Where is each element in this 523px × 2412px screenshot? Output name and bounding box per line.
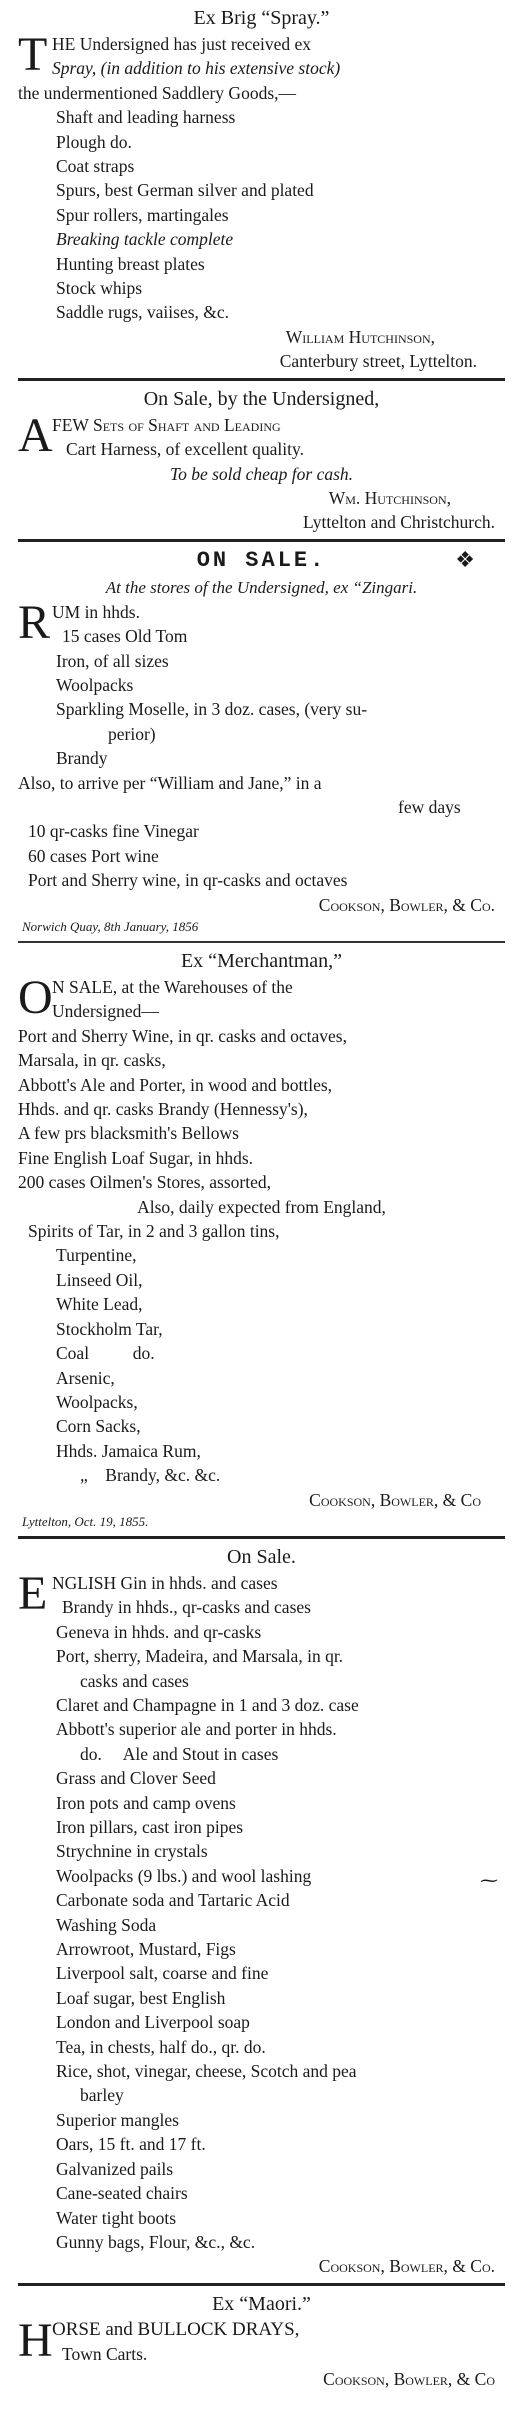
list-item: 60 cases Port wine	[28, 845, 159, 866]
lead-line: N SALE, at the Warehouses of the	[52, 977, 293, 997]
column-divider	[18, 378, 505, 381]
list-item: Woolpacks	[56, 674, 134, 695]
list-item: Spurs, best German silver and plated	[56, 180, 314, 201]
list-item: Rice, shot, vinegar, cheese, Scotch and pea	[56, 2061, 357, 2082]
list-item: Plough do.	[56, 131, 132, 152]
lead-line: Undersigned—	[52, 1001, 159, 1022]
list-item: Turpentine,	[56, 1245, 137, 1266]
list-item: „ Brandy, &c. &c.	[80, 1465, 221, 1486]
ink-smudge-icon: ⁓	[480, 1870, 498, 1890]
list-item: Port, sherry, Madeira, and Marsala, in qr.	[56, 1646, 344, 1667]
sale-note: To be sold cheap for cash.	[169, 463, 354, 484]
lead-line: Cart Harness, of excellent quality.	[66, 439, 304, 460]
signature-address: Canterbury street, Lyttelton.	[279, 351, 477, 372]
list-item: Abbott's superior ale and porter in hhds.	[56, 1719, 337, 1740]
signature-address: Lyttelton and Christchurch.	[303, 512, 495, 533]
drop-cap: O	[18, 971, 53, 1024]
list-item: Hhds. and qr. casks Brandy (Hennessy's),	[18, 1099, 308, 1120]
list-item: Abbott's Ale and Porter, in wood and bottles,	[18, 1074, 333, 1095]
drop-cap: E	[18, 1566, 48, 1620]
drop-cap: A	[18, 408, 53, 462]
list-item: Loaf sugar, best English	[56, 1987, 226, 2008]
list-item: Woolpacks,	[56, 1391, 138, 1412]
ad-subheading: At the stores of the Undersigned, ex “Zingari.	[105, 577, 418, 597]
list-item: Gunny bags, Flour, &c., &c.	[56, 2231, 256, 2252]
signature: William Hutchinson,	[285, 326, 435, 347]
ad-heading: Ex Brig “Spray.”	[193, 7, 330, 29]
column-divider	[18, 539, 505, 542]
list-item: Port and Sherry wine, in qr-casks and octaves	[28, 870, 348, 891]
list-item: Iron, of all sizes	[56, 650, 169, 671]
ad-lead-paragraph	[18, 408, 505, 462]
ad-spray	[18, 4, 505, 374]
list-item: Coal do.	[56, 1343, 155, 1364]
list-item: Sparkling Moselle, in 3 doz. cases, (very su-	[56, 699, 368, 720]
list-item: Shaft and leading harness	[56, 107, 236, 128]
list-item: Cane-seated chairs	[56, 2183, 188, 2204]
list-item: Tea, in chests, half do., qr. do.	[56, 2036, 266, 2057]
list-item: Spur rollers, martingales	[56, 204, 229, 225]
list-item: Washing Soda	[56, 1914, 157, 1935]
ad-lead-paragraph	[18, 971, 505, 1024]
drop-cap: T	[18, 28, 48, 81]
list-item: Saddle rugs, vaiises, &c.	[56, 302, 230, 323]
drop-cap: R	[18, 595, 51, 649]
list-item: Arsenic,	[56, 1367, 115, 1388]
ad-date: Lyttelton, Oct. 19, 1855.	[22, 1513, 149, 1529]
list-item: Port and Sherry Wine, in qr. casks and octaves,	[18, 1025, 347, 1046]
ad-heading: Ex “Merchantman,”	[180, 950, 343, 972]
signature: Cookson, Bowler, & Co.	[318, 894, 495, 915]
list-item: Breaking tackle complete	[56, 229, 234, 250]
signature: Wm. Hutchinson,	[328, 487, 451, 508]
list-item: Iron pots and camp ovens	[56, 1792, 236, 1813]
list-item: Iron pillars, cast iron pipes	[56, 1817, 244, 1837]
list-item: Oars, 15 ft. and 17 ft.	[56, 2134, 206, 2155]
list-item: casks and cases	[80, 1670, 189, 1691]
ad-heading: On Sale.	[227, 1545, 296, 1568]
lead-line: ORSE and BULLOCK DRAYS,	[52, 2318, 300, 2340]
drop-cap: H	[18, 2313, 53, 2367]
ad-maori	[18, 2290, 505, 2391]
ad-heading: Ex “Maori.”	[212, 2292, 311, 2315]
column-divider	[18, 1536, 505, 1539]
column-divider	[18, 941, 505, 943]
list-item: Arrowroot, Mustard, Figs	[56, 1939, 236, 1960]
signature: Cookson, Bowler, & Co	[309, 1489, 481, 1510]
lead-line: UM in hhds.	[52, 601, 140, 622]
list-item: Stock whips	[56, 278, 143, 299]
list-item: perior)	[108, 723, 156, 744]
list-item: Marsala, in qr. casks,	[18, 1050, 166, 1071]
list-item: Hhds. Jamaica Rum,	[56, 1440, 201, 1461]
lead-line: 15 cases Old Tom	[62, 626, 188, 647]
ad-heading: ON SALE.	[196, 547, 327, 573]
body-line: the undermentioned Saddlery Goods,—	[18, 82, 297, 103]
ink-mark-icon: ❖	[455, 546, 475, 572]
also-heading: Also, daily expected from England,	[137, 1196, 386, 1217]
ad-lead-paragraph	[18, 2313, 505, 2367]
signature: Cookson, Bowler, & Co	[323, 2368, 495, 2389]
ad-heading: On Sale, by the Undersigned,	[143, 387, 380, 410]
list-item: Carbonate soda and Tartaric Acid	[56, 1890, 290, 1911]
list-item: A few prs blacksmith's Bellows	[18, 1123, 239, 1144]
lead-line: FEW Sets of Shaft and Leading	[52, 414, 281, 435]
list-item: Stockholm Tar,	[56, 1318, 163, 1339]
list-item: London and Liverpool soap	[56, 2012, 250, 2033]
ad-zingari	[18, 546, 505, 937]
list-item: White Lead,	[56, 1294, 143, 1315]
list-item: Corn Sacks,	[56, 1416, 141, 1437]
list-item: Galvanized pails	[56, 2158, 174, 2179]
lead-line: Town Carts.	[62, 2344, 148, 2365]
list-item: Strychnine in crystals	[56, 1841, 208, 1862]
list-item: Linseed Oil,	[56, 1269, 143, 1290]
also-line: Also, to arrive per “William and Jane,” in a	[18, 772, 322, 793]
list-item: 200 cases Oilmen's Stores, assorted,	[18, 1172, 271, 1193]
ad-date: Norwich Quay, 8th January, 1856	[22, 919, 199, 934]
ad-gin	[18, 1543, 505, 2279]
list-item: Brandy	[56, 748, 108, 769]
list-item: Fine English Loaf Sugar, in hhds.	[18, 1147, 254, 1168]
ad-lead-paragraph	[18, 28, 505, 81]
ad-lead-paragraph	[18, 1566, 505, 1620]
list-item: Spirits of Tar, in 2 and 3 gallon tins,	[28, 1221, 280, 1242]
lead-line: HE Undersigned has just received ex	[52, 34, 312, 54]
ad-merchantman	[18, 947, 505, 1532]
list-item: Coat straps	[56, 156, 135, 177]
signature: Cookson, Bowler, & Co.	[318, 2256, 495, 2277]
list-item: Superior mangles	[56, 2109, 179, 2130]
list-item: 10 qr-casks fine Vinegar	[28, 821, 199, 842]
lead-line: Spray, (in addition to his extensive stock)	[52, 58, 341, 79]
list-item: Claret and Champagne in 1 and 3 doz. case	[56, 1694, 359, 1715]
ad-lead-paragraph	[18, 595, 505, 649]
lead-line: NGLISH Gin in hhds. and cases	[52, 1572, 278, 1593]
list-item: Water tight boots	[56, 2207, 177, 2228]
list-item: barley	[80, 2085, 124, 2106]
column-divider	[18, 2283, 505, 2286]
also-line: few days	[398, 796, 461, 817]
list-item: Geneva in hhds. and qr-casks	[56, 1621, 262, 1642]
lead-line: Brandy in hhds., qr-casks and cases	[62, 1597, 311, 1618]
ad-harness	[18, 385, 505, 535]
list-item: Liverpool salt, coarse and fine	[56, 1963, 269, 1984]
list-item: Hunting breast plates	[56, 253, 205, 274]
list-item: Grass and Clover Seed	[56, 1768, 216, 1789]
list-item: Woolpacks (9 lbs.) and wool lashing	[56, 1865, 312, 1886]
list-item: do. Ale and Stout in cases	[80, 1743, 279, 1764]
